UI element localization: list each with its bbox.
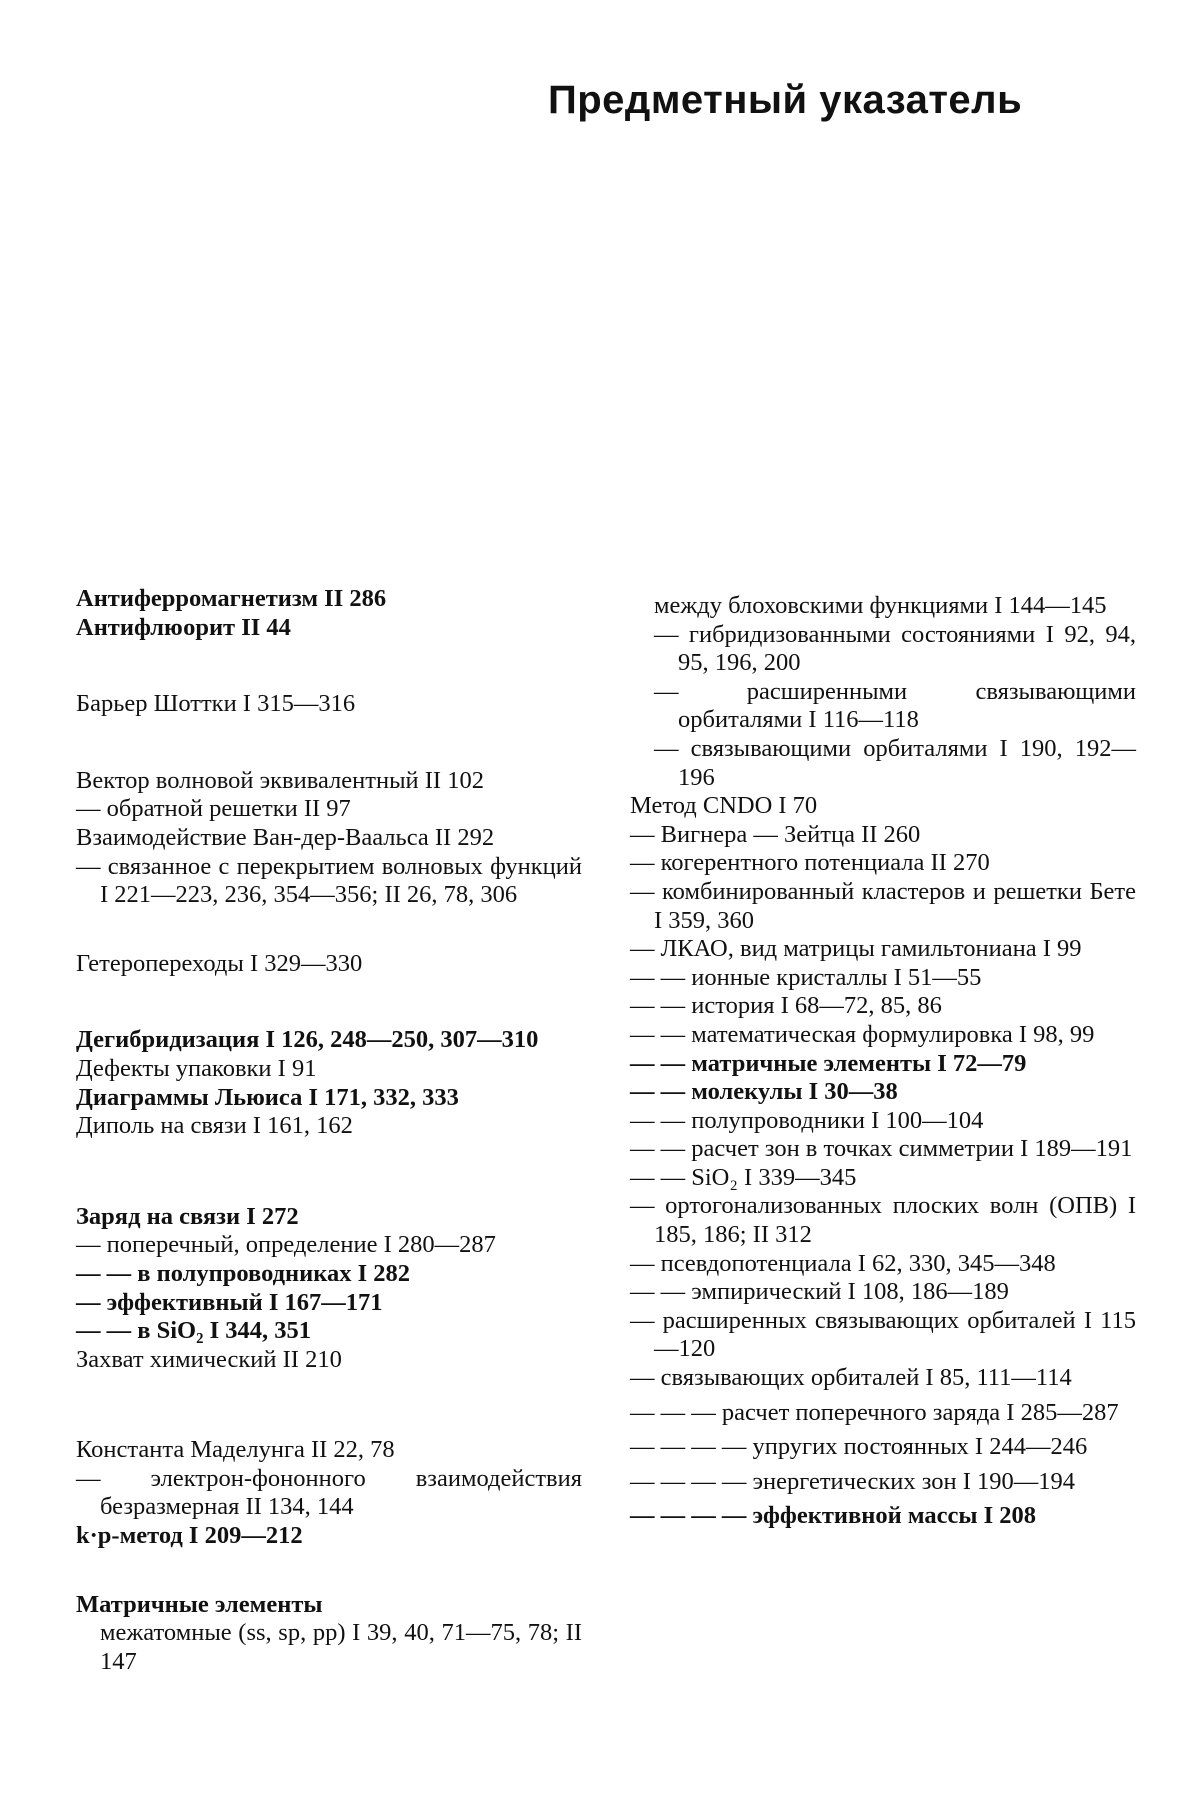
index-entry: Захват химический II 210 [76,1345,342,1373]
index-entry: — когерентного потенциала II 270 [630,849,990,877]
index-entry: — расширенных связывающих орбиталей I 115—120 [630,1306,1136,1363]
index-entry: — — — расчет поперечного заряда I 285—287 [630,1398,1119,1426]
index-entry: Заряд на связи I 272 [76,1202,299,1230]
index-entry: — ЛКАО, вид матрицы гамильтониана I 99 [630,935,1082,963]
index-entry: — расширенными связывающими орбиталями I 116—118 [654,677,1136,734]
index-entry: — поперечный, определение I 280—287 [76,1231,496,1259]
index-entry: — — история I 68—72, 85, 86 [630,992,942,1020]
index-entry: Антифлюорит II 44 [76,613,291,641]
index-entry: — связывающими орбиталями I 190, 192—196 [654,734,1136,791]
index-entry: — — ионные кристаллы I 51—55 [630,963,982,991]
index-entry: Антиферромагнетизм II 286 [76,585,387,612]
index-entry: Гетеропереходы I 329—330 [76,949,363,977]
index-entry: Барьер Шоттки I 315—316 [76,690,356,718]
index-entry: — — — — эффективной массы I 208 [630,1502,1037,1530]
index-entry: — комбинированный кластеров и решетки Бете I 359, 360 [630,877,1136,934]
index-entry: — — молекулы I 30—38 [630,1078,898,1106]
index-entry: Матричные элементы [76,1590,323,1618]
index-entry: k·p-метод I 209—212 [76,1522,303,1550]
index-entry: Вектор волновой эквивалентный II 102 [76,766,484,794]
index-entry: Диполь на связи I 161, 162 [76,1112,353,1140]
index-entry: — обратной решетки II 97 [76,795,351,823]
index-entry: — — полупроводники I 100—104 [630,1106,984,1134]
page-title: Предметный указатель [548,78,1023,122]
index-entry: — — математическая формулировка I 98, 99 [630,1020,1095,1048]
index-entry: — связывающих орбиталей I 85, 111—114 [630,1364,1072,1392]
index-entry: — — эмпирический I 108, 186—189 [630,1278,1009,1306]
index-entry: — электрон-фононного взаимодействия безразмерная II 134, 144 [76,1464,582,1521]
index-entry: Константа Маделунга II 22, 78 [76,1436,395,1464]
index-entry: — эффективный I 167—171 [76,1288,383,1316]
index-entry: — — в SiO₂ I 344, 351 [76,1317,311,1345]
index-entry: Дефекты упаковки I 91 [76,1054,317,1082]
index-entry: между блоховскими функциями I 144—145 [654,592,1107,619]
index-column-right [630,592,1136,1531]
index-column-left [76,585,582,1676]
index-entry: — — — — упругих постоянных I 244—246 [630,1433,1088,1461]
index-entry: — — расчет зон в точках симметрии I 189—191 [630,1135,1133,1163]
index-entry: — — матричные элементы I 72—79 [630,1049,1027,1077]
index-entry: — — — — энергетических зон I 190—194 [630,1467,1076,1495]
index-entry: — ортогонализованных плоских волн (ОПВ) I 185, 186; II 312 [630,1192,1136,1249]
index-entry: — связанное с перекрытием волновых функций I 221—223, 236, 354—356; II 26, 78, 306 [76,852,582,909]
index-entry: Метод CNDO I 70 [630,792,818,820]
index-entry: — Вигнера — Зейтца II 260 [630,820,921,848]
index-entry: — — SiO₂ I 339—345 [630,1163,857,1191]
index-entry: — псевдопотенциала I 62, 330, 345—348 [630,1249,1056,1277]
index-entry: межатомные (ss, sp, pp) I 39, 40, 71—75, 78; II 147 [100,1619,582,1675]
index-entry: Диаграммы Льюиса I 171, 332, 333 [76,1083,459,1111]
index-entry: — — в полупроводниках I 282 [76,1259,411,1287]
index-entry: Взаимодействие Ван-дер-Ваальса II 292 [76,823,495,851]
index-entry: Дегибридизация I 126, 248—250, 307—310 [76,1026,539,1054]
index-entry: — гибридизованными состояниями I 92, 94, 95, 196, 200 [654,620,1136,677]
